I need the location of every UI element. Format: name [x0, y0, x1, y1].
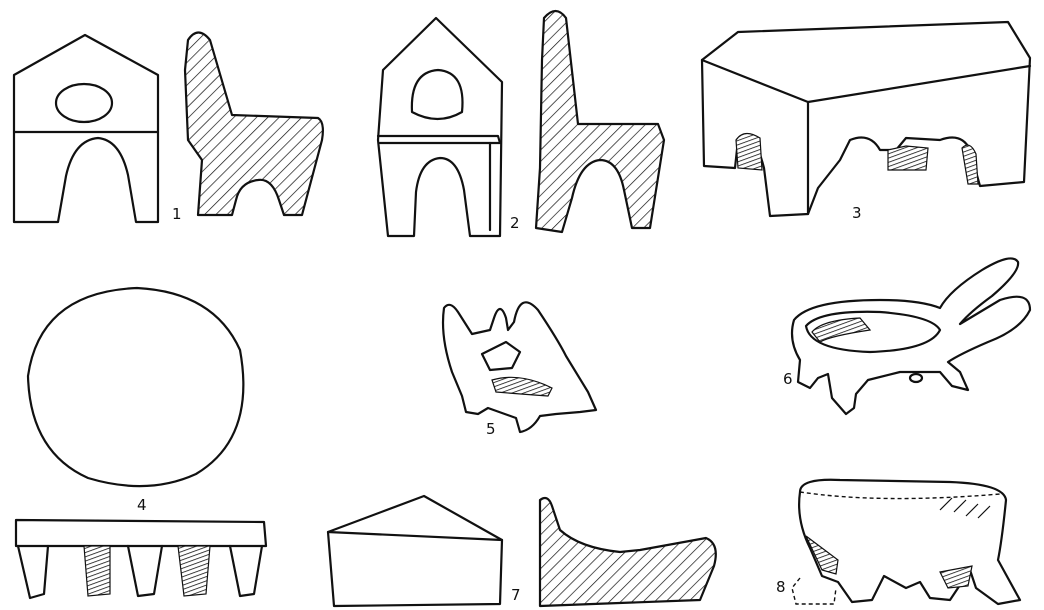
- figure-label-4: 4: [137, 496, 147, 514]
- figure-2-chair-front: [378, 18, 502, 236]
- figure-8-tripod-vessel: [792, 480, 1020, 604]
- figure-label-3: 3: [852, 204, 862, 222]
- figure-4-round-table-side: [16, 520, 266, 598]
- figure-5-figurine: [443, 302, 596, 432]
- figure-1-chair-section: [185, 33, 323, 216]
- figure-label-6: 6: [783, 370, 793, 388]
- figure-label-8: 8: [776, 578, 786, 596]
- figure-4-round-table-top: [28, 288, 243, 486]
- figure-7-block-section: [540, 498, 716, 606]
- figure-3-table: [702, 22, 1030, 216]
- figure-7-block-front: [328, 496, 502, 606]
- figure-label-1: 1: [172, 205, 182, 223]
- figure-label-7: 7: [511, 586, 521, 604]
- figure-6-horned-bowl: [792, 258, 1030, 414]
- figure-label-2: 2: [510, 214, 520, 232]
- figure-2-chair-section: [536, 11, 664, 232]
- figure-1-chair-front: [14, 35, 158, 222]
- figure-label-5: 5: [486, 420, 496, 438]
